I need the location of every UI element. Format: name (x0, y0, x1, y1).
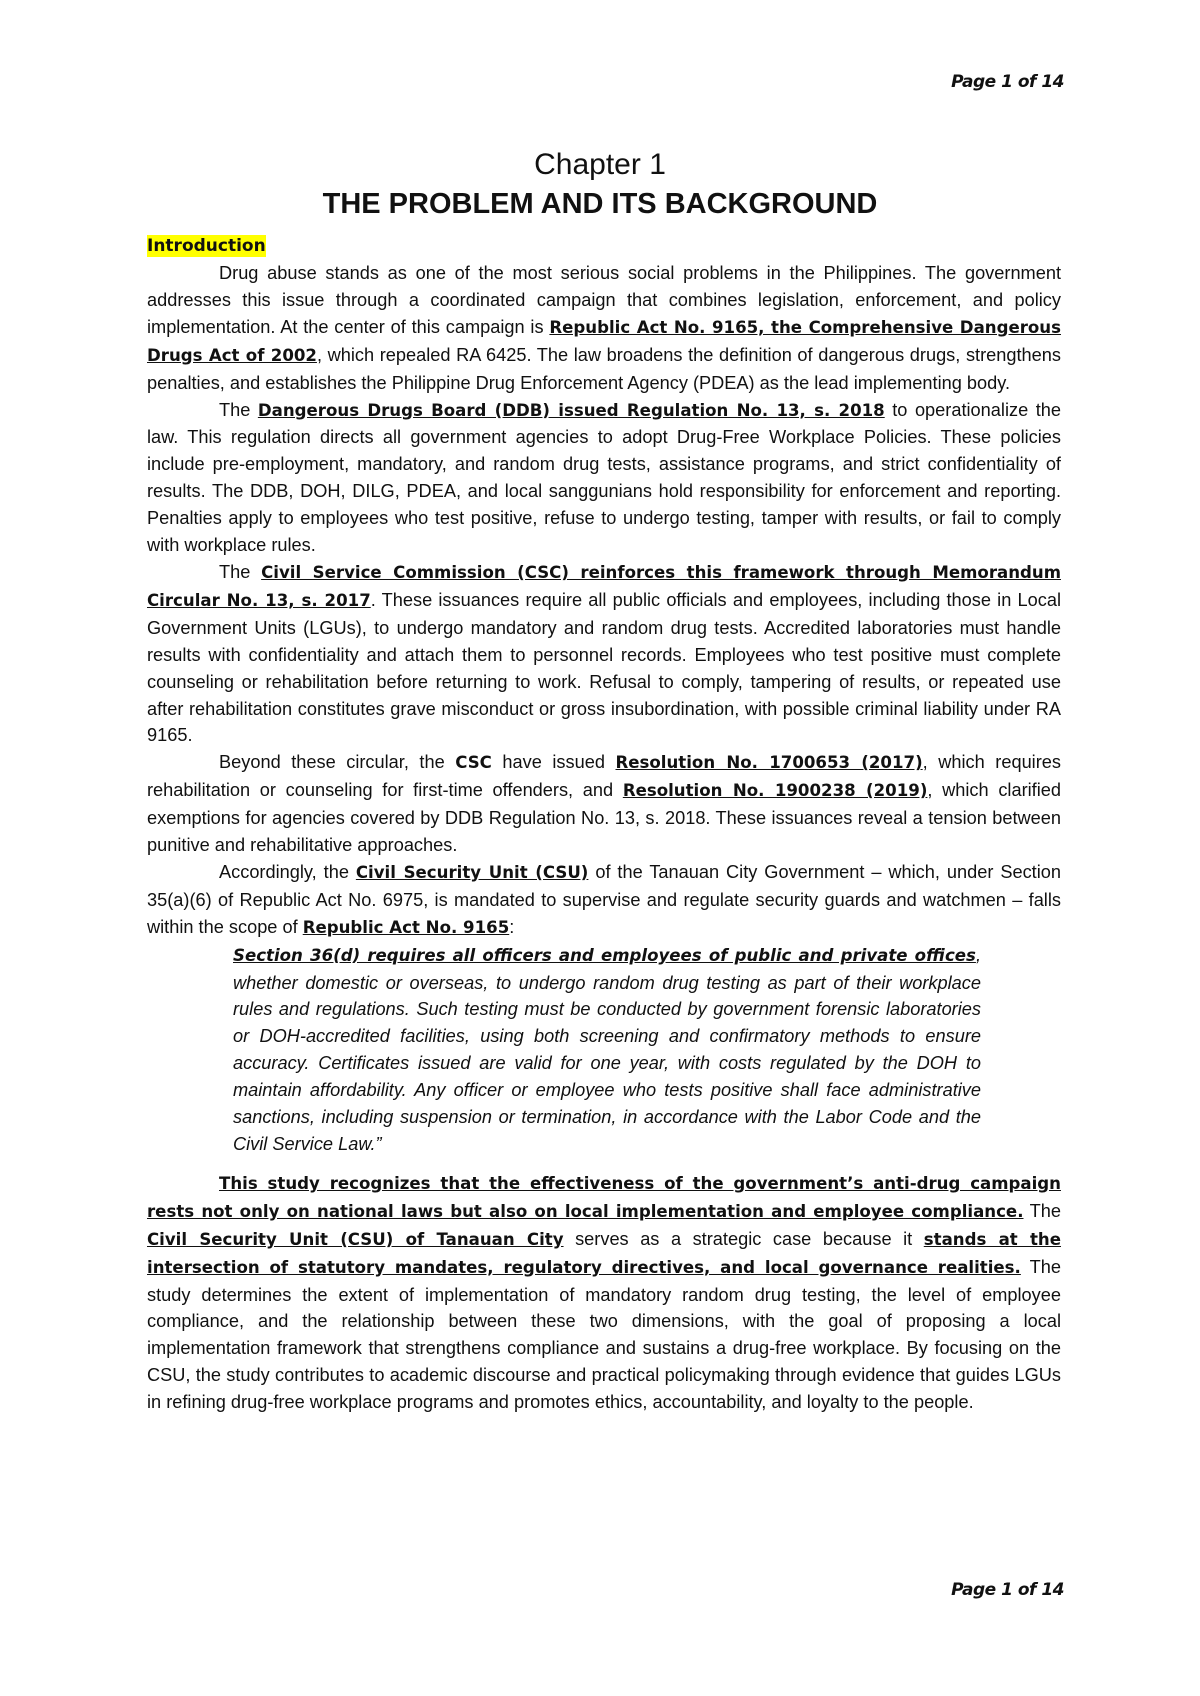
text: to operationalize the law. This regulation directs all government agencies to adopt Drug-Free Workplace Policies. These policies include pre-employment, mandatory, and random drug tests, assistance programs, and strict confidentiality of results. The DDB, DOH, DILG, PDEA, and local sanggunians hold responsibility for enforcement and reporting. Penalties apply to employees who test positive, refuse to undergo testing, tamper with results, or fail to comply with workplace rules. (147, 399, 1061, 556)
reference-resolution-1700653: Resolution No. 1700653 (2017) (615, 753, 923, 773)
chapter-label: Chapter 1 (534, 148, 666, 181)
paragraph-5 (147, 859, 1061, 942)
page-number-header: Page 1 of 14 (951, 72, 1064, 92)
chapter-title: THE PROBLEM AND ITS BACKGROUND (322, 188, 878, 220)
page-number-footer: Page 1 of 14 (951, 1580, 1064, 1600)
text: , which requires rehabilitation or counseling for first-time offenders, and (147, 752, 1061, 801)
text: , which clarified exemptions for agencies covered by DDB Regulation No. 13, s. 2018. These issuances reveal a tension between punitive and rehabilitative approaches. (147, 780, 1061, 856)
text: , which repealed RA 6425. The law broadens the definition of dangerous drugs, strengthens penalties, and establishes the Philippine Drug Enforcement Agency (PDEA) as the lead implementing body. (147, 344, 1061, 393)
text: Beyond these circular, the (219, 752, 456, 773)
text: serves as a strategic case because it (563, 1228, 924, 1249)
spacer (147, 1158, 1061, 1170)
reference-csu: Civil Security Unit (CSU) (355, 862, 589, 882)
text: , whether domestic or overseas, to undergo random drug testing as part of their workplace rules and regulations. Such testing must be conducted by government forensic laboratories or DOH-accredited facilities, using both screening and confirmatory methods to ensure accuracy. Certificates issued are valid for one year, with costs regulated by the DOH to maintain affordability. Any officer or employee who tests positive shall face administrative sanctions, including suspension or termination, in accordance with the Labor Code and the Civil Service Law.” (233, 944, 981, 1154)
reference-resolution-1900238: Resolution No. 1900238 (2019) (622, 781, 928, 801)
text: have issued (491, 752, 616, 773)
text: Drug abuse stands as one of the most serious social problems in the Philippines. The government addresses this issue through a coordinated campaign that combines legislation, enforcement, and policy implementation. At the center of this campaign is (147, 263, 1061, 337)
paragraph-3 (147, 559, 1061, 749)
reference-csu-tanauan: Civil Security Unit (CSU) of Tanauan City (147, 1229, 564, 1249)
study-statement: This study recognizes that the effectiveness of the government’s anti-drug campaign rests not only on national laws but also on local implementation and employee compliance. (147, 1173, 1061, 1221)
reference-ra-9165: Republic Act No. 9165, the Comprehensive Dangerous Drugs Act of 2002 (147, 317, 1061, 365)
text: of the Tanauan City Government – which, under Section 35(a)(6) of Republic Act No. 6975, is mandated to supervise and regulate security guards and watchmen – falls within the scope of (147, 861, 1061, 937)
text: . These issuances require all public officials and employees, including those in Local Government Units (LGUs), to undergo mandatory and random drug tests. Accredited laboratories must handle results with confidentiality and attach them to personnel records. Employees who test positive must complete counseling or rehabilitation before returning to work. Refusal to comply, tampering of results, or repeated use after rehabilitation constitutes grave misconduct or gross insubordination, with possible criminal liability under RA 9165. (147, 589, 1061, 746)
emphasis-csc: CSC (455, 753, 492, 773)
text: The study determines the extent of implementation of mandatory random drug testing, the level of employee compliance, and the relationship between these two dimensions, with the goal of proposing a local implementation framework that strengthens compliance and sustains a drug-free workplace. By focusing on the CSU, the study contributes to academic discourse and practical policymaking through evidence that guides LGUs in refining drug-free workplace programs and promotes ethics, accountability, and loyalty to the people. (147, 1256, 1061, 1413)
paragraph-4 (147, 749, 1061, 859)
text: The (219, 561, 262, 582)
text: : (509, 916, 515, 937)
reference-ra-9165-short: Republic Act No. 9165 (302, 917, 510, 937)
paragraph-2 (147, 397, 1061, 559)
reference-ddb-regulation: Dangerous Drugs Board (DDB) issued Regulation No. 13, s. 2018 (257, 400, 885, 420)
title-block (0, 146, 1200, 224)
reference-csc-memorandum: Civil Service Commission (CSC) reinforces this framework through Memorandum Circular No. 13, s. 2017 (147, 562, 1061, 610)
text: Accordingly, the (219, 861, 356, 882)
paragraph-6 (147, 1170, 1061, 1416)
paragraph-1 (147, 260, 1061, 397)
section-heading-introduction: Introduction (147, 236, 266, 256)
emphasis-intersection: stands at the intersection of statutory mandates, regulatory directives, and local governance realities. (147, 1229, 1061, 1277)
document-body (147, 232, 1061, 1416)
text: The (1023, 1200, 1061, 1221)
block-quote-section-36d (233, 942, 981, 1158)
reference-section-36d: Section 36(d) requires all officers and employees of public and private offices (233, 945, 976, 965)
text: The (219, 399, 258, 420)
